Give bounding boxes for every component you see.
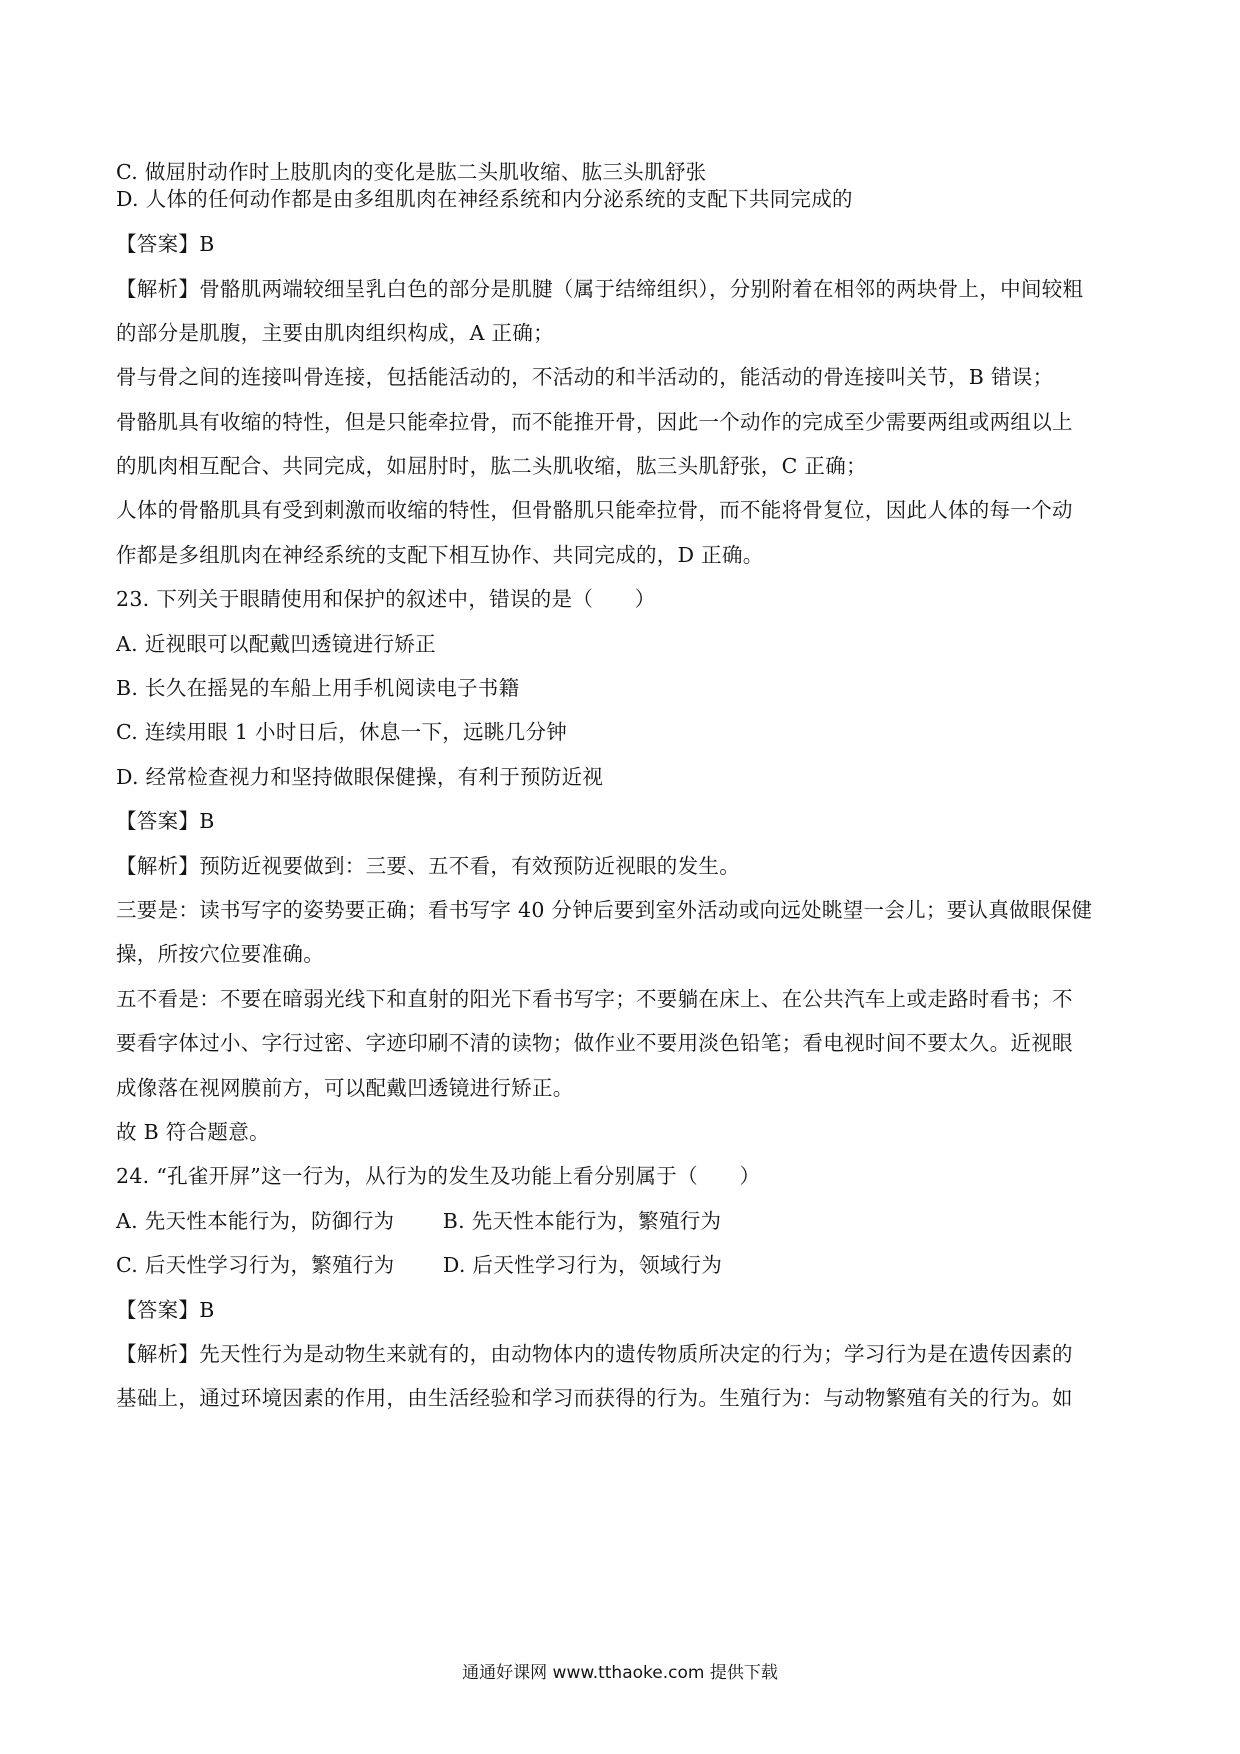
analysis-line: 要看字体过小、字行过密、字迹印刷不清的读物；做作业不要用淡色铅笔；看电视时间不要太久。近视眼 bbox=[116, 1031, 1073, 1055]
analysis-line: 的肌肉相互配合、共同完成，如屈肘时，肱二头肌收缩，肱三头肌舒张，C 正确； bbox=[116, 454, 867, 478]
answer-q22: 【答案】B bbox=[116, 232, 215, 256]
analysis-line: 【解析】先天性行为是动物生来就有的，由动物体内的遗传物质所决定的行为；学习行为是在遗传因素的 bbox=[116, 1342, 1073, 1366]
analysis-line: 三要是：读书写字的姿势要正确；看书写字 40 分钟后要到室外活动或向远处眺望一会儿；要认真做眼保健 bbox=[116, 898, 1093, 922]
question-23: 23. 下列关于眼睛使用和保护的叙述中，错误的是（ ） bbox=[116, 587, 656, 611]
answer-q24: 【答案】B bbox=[116, 1298, 215, 1322]
option-a-q23: A. 近视眼可以配戴凹透镜进行矫正 bbox=[116, 632, 436, 656]
analysis-line: 成像落在视网膜前方，可以配戴凹透镜进行矫正。 bbox=[116, 1076, 574, 1100]
option-d-q22: D. 人体的任何动作都是由多组肌肉在神经系统和内分泌系统的支配下共同完成的 bbox=[116, 187, 853, 211]
analysis-line: 【解析】预防近视要做到：三要、五不看，有效预防近视眼的发生。 bbox=[116, 854, 740, 878]
option-b-q23: B. 长久在摇晃的车船上用手机阅读电子书籍 bbox=[116, 676, 520, 700]
footer-source: 通通好课网 www.tthaoke.com 提供下载 bbox=[462, 1663, 778, 1683]
analysis-line: 【解析】骨骼肌两端较细呈乳白色的部分是肌腱（属于结缔组织），分别附着在相邻的两块骨上，中间较粗 bbox=[116, 277, 1084, 301]
question-24: 24. “孔雀开屏”这一行为，从行为的发生及功能上看分别属于（ ） bbox=[116, 1164, 761, 1188]
analysis-line: 骨骼肌具有收缩的特性，但是只能牵拉骨，而不能推开骨，因此一个动作的完成至少需要两组或两组以上 bbox=[116, 410, 1073, 434]
option-c-q23: C. 连续用眼 1 小时日后，休息一下，远眺几分钟 bbox=[116, 720, 568, 744]
analysis-line: 故 B 符合题意。 bbox=[116, 1120, 270, 1144]
option-d-q23: D. 经常检查视力和坚持做眼保健操，有利于预防近视 bbox=[116, 765, 604, 789]
option-c-q22: C. 做屈肘动作时上肢肌肉的变化是肱二头肌收缩、肱三头肌舒张 bbox=[116, 160, 707, 184]
analysis-line: 人体的骨骼肌具有受到刺激而收缩的特性，但骨骼肌只能牵拉骨，而不能将骨复位，因此人体的每一个动 bbox=[116, 498, 1073, 522]
options-cd-q24: C. 后天性学习行为，繁殖行为 D. 后天性学习行为，领域行为 bbox=[116, 1253, 723, 1277]
analysis-line: 操，所按穴位要准确。 bbox=[116, 942, 324, 966]
analysis-line: 五不看是：不要在暗弱光线下和直射的阳光下看书写字；不要躺在床上、在公共汽车上或走路时看书；不 bbox=[116, 987, 1073, 1011]
options-ab-q24: A. 先天性本能行为，防御行为 B. 先天性本能行为，繁殖行为 bbox=[116, 1209, 722, 1233]
analysis-line: 作都是多组肌肉在神经系统的支配下相互协作、共同完成的，D 正确。 bbox=[116, 543, 764, 567]
analysis-line: 骨与骨之间的连接叫骨连接，包括能活动的，不活动的和半活动的，能活动的骨连接叫关节，B 错误； bbox=[116, 365, 1054, 389]
analysis-line: 的部分是肌腹，主要由肌肉组织构成，A 正确； bbox=[116, 321, 554, 345]
answer-q23: 【答案】B bbox=[116, 809, 215, 833]
analysis-line: 基础上，通过环境因素的作用，由生活经验和学习而获得的行为。生殖行为：与动物繁殖有关的行为。如 bbox=[116, 1386, 1073, 1410]
